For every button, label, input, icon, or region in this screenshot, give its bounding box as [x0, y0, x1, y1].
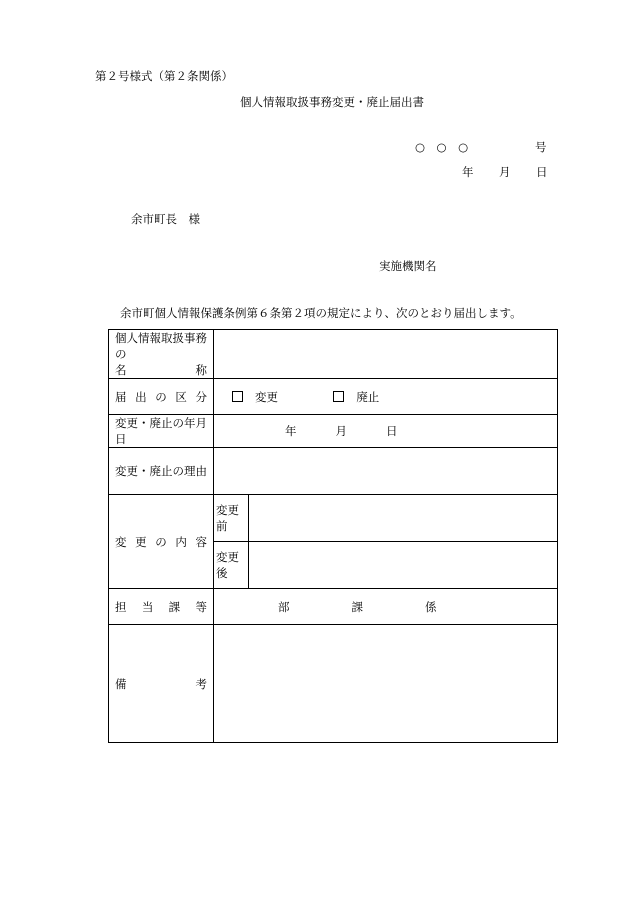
- change-reason-field[interactable]: [214, 448, 558, 495]
- row-notification-type: [109, 379, 558, 415]
- form-number: 第２号様式（第２条関係）: [95, 69, 233, 83]
- row-remarks: [109, 625, 558, 743]
- change-date-label: 変更・廃止の年月日: [109, 415, 214, 448]
- date-month: 月: [499, 165, 511, 179]
- row-change-date: [109, 415, 558, 448]
- remarks-label: 備 考: [109, 625, 214, 743]
- change-date-field[interactable]: 年 月 日: [214, 415, 558, 448]
- notification-type-label: [109, 379, 214, 415]
- row-affair-name: [109, 330, 558, 379]
- change-reason-label: 変 更 ・ 廃 止 の 理 由: [109, 448, 214, 495]
- change-checkbox[interactable]: [232, 391, 243, 402]
- remarks-field[interactable]: [214, 625, 558, 743]
- change-before-field[interactable]: [249, 495, 558, 542]
- change-before-label: 変更前: [214, 495, 249, 542]
- affair-name-label: 個人情報取扱事務の 名 称: [109, 330, 214, 379]
- change-after-field[interactable]: [249, 542, 558, 589]
- affair-name-field[interactable]: [214, 330, 558, 379]
- document-title: 個人情報取扱事務変更・廃止届出書: [240, 95, 424, 109]
- notification-type-label-text: 届 出 の 区 分: [115, 389, 207, 404]
- change-option-label: 変更: [255, 389, 278, 404]
- notification-form-table: [108, 329, 558, 743]
- department-field[interactable]: 部 課 係: [214, 589, 558, 625]
- row-change-reason: [109, 448, 558, 495]
- date-day: 日: [536, 165, 548, 179]
- document-number-marks: ○ ○ ○: [415, 140, 469, 154]
- document-number-suffix: 号: [535, 140, 547, 154]
- addressee: 余市町長 様: [131, 212, 200, 226]
- change-content-label: 変 更 の 内 容: [109, 495, 214, 589]
- implementing-agency-label: 実施機関名: [379, 259, 437, 273]
- row-change-before: [109, 495, 558, 542]
- date-year: 年: [462, 165, 474, 179]
- change-after-label: 変更後: [214, 542, 249, 589]
- intro-text: 余市町個人情報保護条例第６条第２項の規定により、次のとおり届出します。: [120, 306, 522, 320]
- row-department: [109, 589, 558, 625]
- notification-type-options: [214, 379, 558, 415]
- department-label: 担 当 課 等: [109, 589, 214, 625]
- abolish-checkbox[interactable]: [333, 391, 344, 402]
- abolish-option-label: 廃止: [356, 389, 380, 404]
